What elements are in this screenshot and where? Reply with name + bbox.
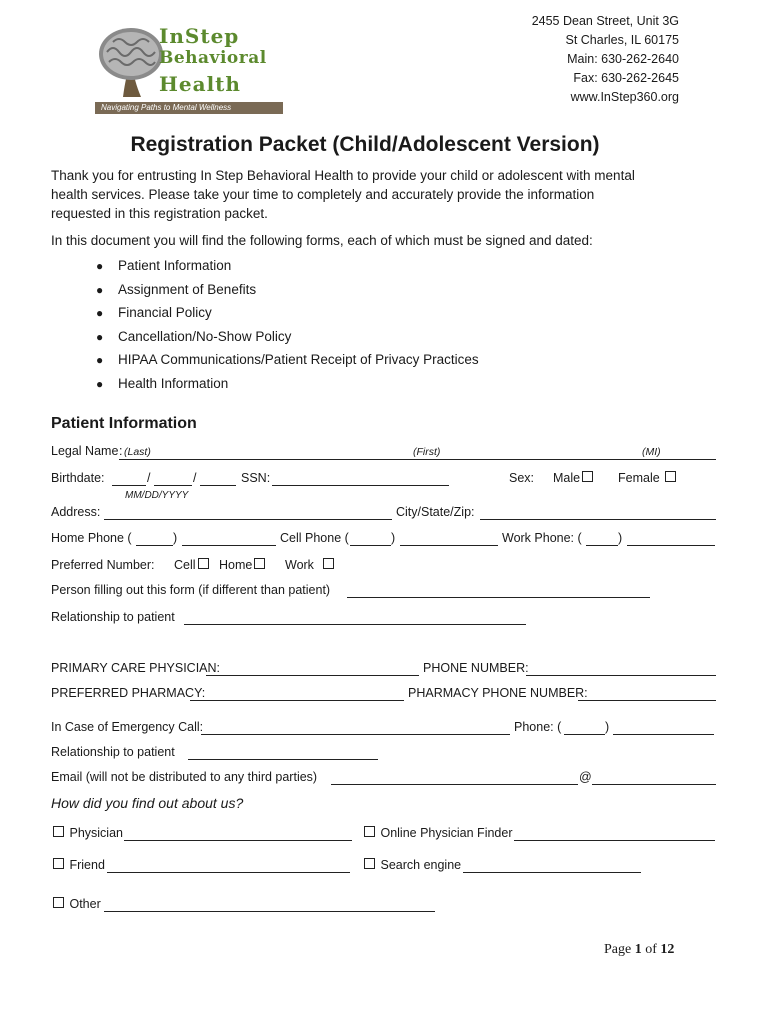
address-fax: Fax: 630-262-2645	[573, 71, 679, 85]
logo-text-line3: Health	[159, 72, 241, 96]
person-filling-field[interactable]	[347, 597, 650, 598]
logo-text-line1: InStep	[159, 24, 240, 48]
pcp-field[interactable]	[206, 675, 419, 676]
pref-home-option[interactable]: Home	[219, 558, 267, 572]
option-online-finder[interactable]: Online Physician Finder	[362, 826, 513, 840]
list-item: ● HIPAA Communications/Patient Receipt of Privacy Practices	[96, 350, 479, 374]
address-website: www.InStep360.org	[570, 90, 679, 104]
ssn-label: SSN:	[241, 471, 271, 485]
home-phone-label: Home Phone (	[51, 531, 132, 545]
address-block	[532, 12, 679, 107]
preferred-number-label: Preferred Number:	[51, 558, 155, 572]
pcp-phone-field[interactable]	[526, 675, 716, 676]
city-state-zip-field[interactable]	[480, 519, 716, 520]
cell-checkbox[interactable]	[198, 558, 209, 569]
list-item: ● Patient Information	[96, 256, 479, 280]
list-item: ● Cancellation/No-Show Policy	[96, 327, 479, 351]
intro-line1: Thank you for entrusting In Step Behavioral Health to provide your child or adolescent with mental	[51, 168, 635, 183]
list-item: ● Financial Policy	[96, 303, 479, 327]
person-filling-label: Person filling out this form (if different than patient)	[51, 583, 331, 597]
email-at: @	[579, 770, 592, 784]
email-user-field[interactable]	[331, 784, 578, 785]
patient-info-heading: Patient Information	[51, 415, 197, 432]
paren: )	[605, 720, 610, 734]
online-finder-field[interactable]	[514, 840, 715, 841]
home-checkbox[interactable]	[254, 558, 265, 569]
colon: :	[119, 444, 123, 458]
pharmacy-phone-field[interactable]	[578, 700, 716, 701]
birthdate-label: Birthdate:	[51, 471, 105, 485]
female-checkbox[interactable]	[665, 471, 676, 482]
last-name-label: (Last)	[124, 446, 151, 458]
emergency-label: In Case of Emergency Call:	[51, 720, 204, 734]
bullet-icon: ●	[96, 353, 104, 368]
option-physician[interactable]: Physician	[51, 826, 123, 840]
date-format-hint: MM/DD/YYYY	[125, 490, 189, 501]
option-other[interactable]: Other	[51, 897, 101, 911]
email-domain-field[interactable]	[592, 784, 716, 785]
logo-text-line2: Behavioral	[159, 48, 267, 68]
paren: )	[391, 531, 396, 545]
intro-line2: health services. Please take your time to completely and accurately provide the information	[51, 187, 595, 202]
birthdate-year-field[interactable]	[200, 485, 236, 486]
intro-line3: requested in this registration packet.	[51, 206, 268, 221]
forms-intro: In this document you will find the following forms, each of which must be signed and dated:	[51, 233, 593, 248]
relationship2-field[interactable]	[188, 759, 378, 760]
page-number: Page 1 of 12	[604, 942, 675, 957]
home-phone-area-field[interactable]	[136, 545, 173, 546]
paren: )	[618, 531, 623, 545]
birthdate-day-field[interactable]	[154, 485, 192, 486]
pcp-label: PRIMARY CARE PHYSICIAN:	[51, 661, 221, 675]
relationship-field[interactable]	[184, 624, 526, 625]
pharmacy-label: PREFERRED PHARMACY:	[51, 686, 206, 700]
physician-field[interactable]	[124, 840, 352, 841]
pharmacy-field[interactable]	[190, 700, 404, 701]
option-search-engine[interactable]: Search engine	[362, 858, 461, 872]
list-item: ● Health Information	[96, 374, 479, 398]
bullet-icon: ●	[96, 306, 104, 321]
cell-phone-label: Cell Phone (	[280, 531, 349, 545]
pref-cell-option[interactable]: Cell	[174, 558, 211, 572]
work-phone-field[interactable]	[627, 545, 715, 546]
sex-label: Sex:	[509, 471, 535, 485]
relationship2-label: Relationship to patient	[51, 745, 175, 759]
cell-phone-area-field[interactable]	[350, 545, 391, 546]
cell-phone-field[interactable]	[400, 545, 498, 546]
address-field[interactable]	[104, 519, 392, 520]
friend-field[interactable]	[107, 872, 350, 873]
work-phone-area-field[interactable]	[586, 545, 618, 546]
bullet-icon: ●	[96, 329, 104, 344]
work-phone-label: Work Phone: (	[502, 531, 582, 545]
search-engine-checkbox[interactable]	[364, 858, 375, 869]
first-name-label: (First)	[413, 446, 441, 458]
slash: /	[147, 471, 151, 485]
forms-list	[96, 256, 479, 398]
find-us-heading: How did you find out about us?	[51, 795, 244, 811]
address-line2: St Charles, IL 60175	[565, 33, 679, 47]
bullet-icon: ●	[96, 282, 104, 297]
other-field[interactable]	[104, 911, 435, 912]
paren: )	[173, 531, 178, 545]
legal-name-field[interactable]	[119, 459, 716, 460]
company-logo	[93, 22, 285, 116]
middle-initial-label: (MI)	[642, 446, 661, 458]
emergency-contact-field[interactable]	[201, 734, 510, 735]
sex-female-option[interactable]: Female	[618, 471, 678, 485]
online-finder-checkbox[interactable]	[364, 826, 375, 837]
slash: /	[193, 471, 197, 485]
friend-checkbox[interactable]	[53, 858, 64, 869]
option-friend[interactable]: Friend	[51, 858, 105, 872]
emergency-phone-label: Phone: (	[514, 720, 562, 734]
city-state-zip-label: City/State/Zip:	[396, 505, 475, 519]
home-phone-field[interactable]	[182, 545, 276, 546]
physician-checkbox[interactable]	[53, 826, 64, 837]
work-checkbox[interactable]	[323, 558, 334, 569]
address-phone-main: Main: 630-262-2640	[567, 52, 679, 66]
emergency-phone-field[interactable]	[613, 734, 714, 735]
pref-work-option[interactable]: Work	[285, 558, 336, 572]
male-checkbox[interactable]	[582, 471, 593, 482]
relationship-label: Relationship to patient	[51, 610, 175, 624]
other-checkbox[interactable]	[53, 897, 64, 908]
bullet-icon: ●	[96, 259, 104, 273]
pharmacy-phone-label: PHARMACY PHONE NUMBER:	[408, 686, 588, 700]
list-item: ● Assignment of Benefits	[96, 280, 479, 304]
search-engine-field[interactable]	[463, 872, 641, 873]
emergency-phone-area-field[interactable]	[564, 734, 605, 735]
pcp-phone-label: PHONE NUMBER:	[423, 661, 529, 675]
address-label: Address:	[51, 505, 101, 519]
legal-name-label: Legal Name	[51, 444, 119, 458]
birthdate-month-field[interactable]	[112, 485, 146, 486]
bullet-icon: ●	[96, 376, 104, 391]
logo-tagline: Navigating Paths to Mental Wellness	[101, 103, 232, 112]
address-line1: 2455 Dean Street, Unit 3G	[531, 14, 679, 28]
page-title: Registration Packet (Child/Adolescent Version)	[130, 133, 600, 156]
email-label: Email (will not be distributed to any third parties)	[51, 770, 318, 784]
ssn-field[interactable]	[272, 485, 449, 486]
sex-male-option[interactable]: Male	[553, 471, 595, 485]
